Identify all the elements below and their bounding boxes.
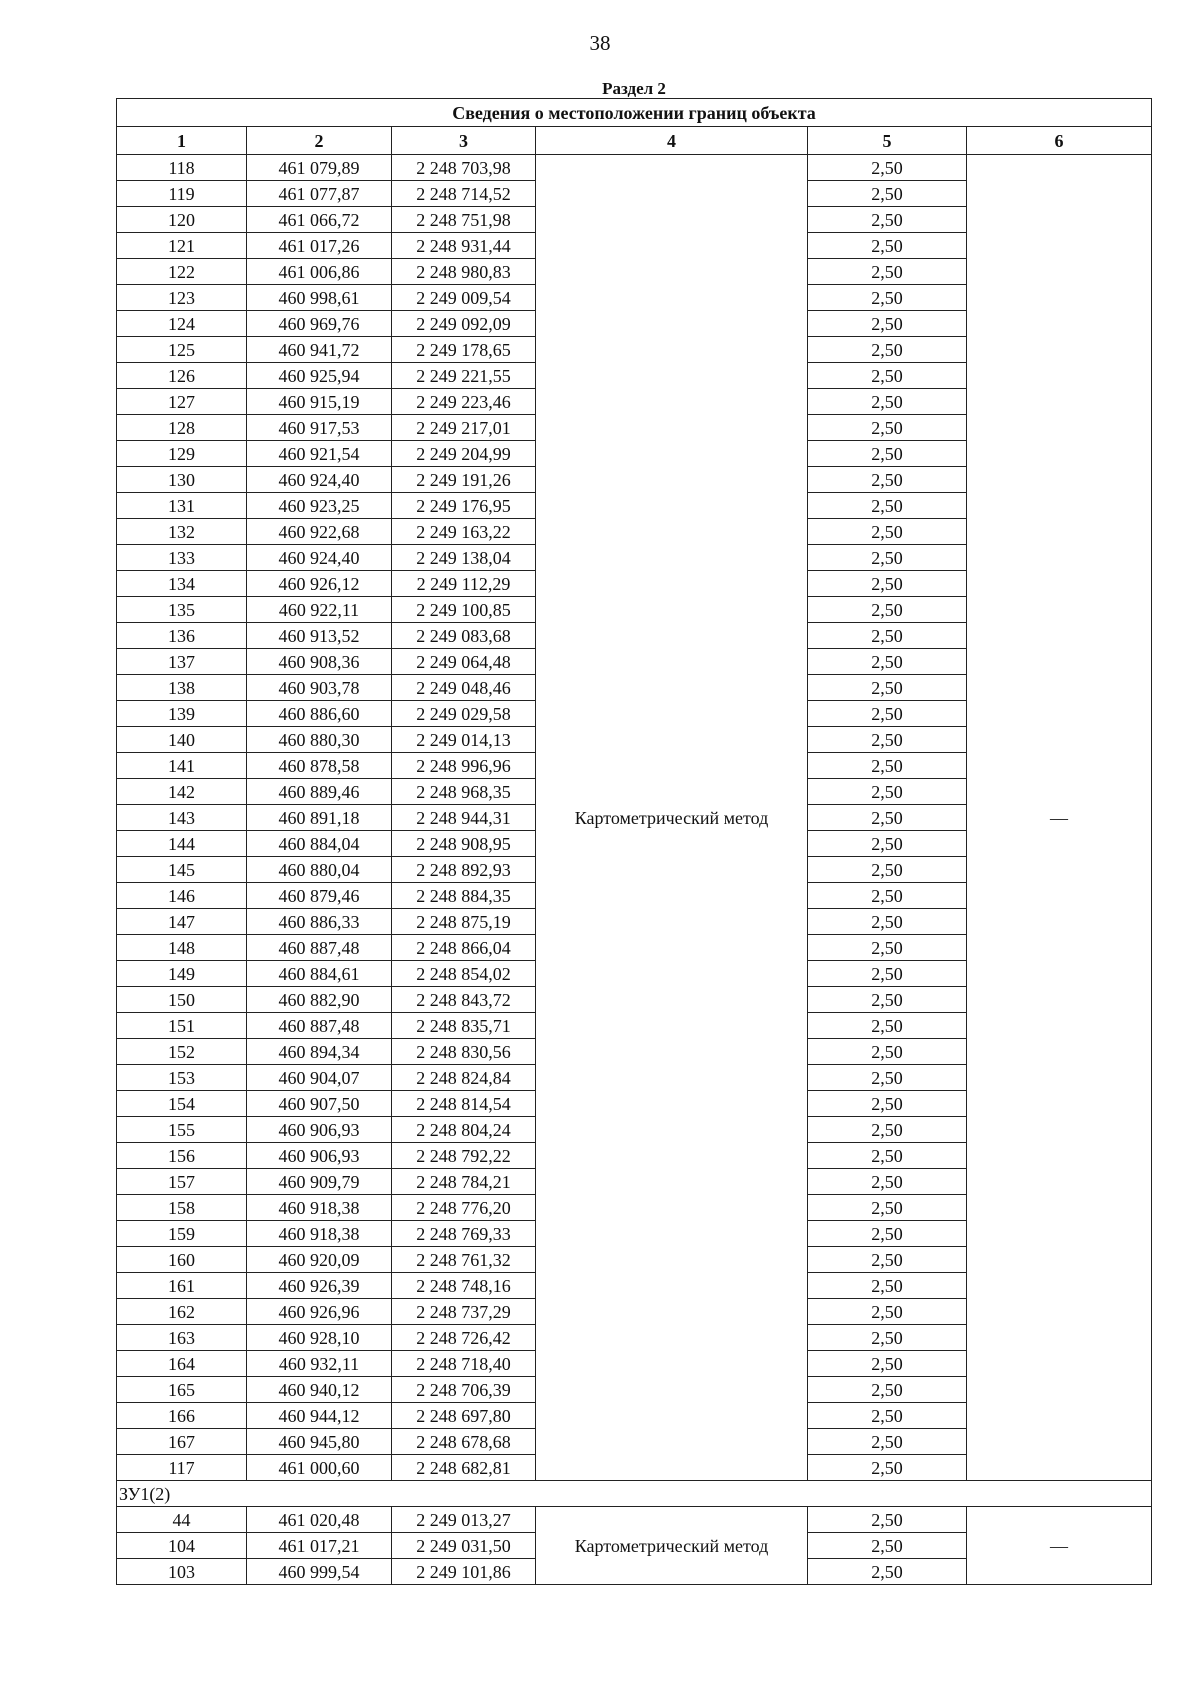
y-coordinate-cell: 2 248 875,19 <box>392 909 536 935</box>
point-number-cell: 149 <box>117 961 247 987</box>
accuracy-cell: 2,50 <box>808 1299 967 1325</box>
y-coordinate-cell: 2 248 737,29 <box>392 1299 536 1325</box>
point-number-cell: 151 <box>117 1013 247 1039</box>
point-number-cell: 44 <box>117 1507 247 1533</box>
y-coordinate-cell: 2 249 013,27 <box>392 1507 536 1533</box>
point-number-cell: 130 <box>117 467 247 493</box>
accuracy-cell: 2,50 <box>808 1325 967 1351</box>
x-coordinate-cell: 460 925,94 <box>247 363 392 389</box>
y-coordinate-cell: 2 248 682,81 <box>392 1455 536 1481</box>
y-coordinate-cell: 2 248 908,95 <box>392 831 536 857</box>
point-number-cell: 167 <box>117 1429 247 1455</box>
x-coordinate-cell: 460 884,04 <box>247 831 392 857</box>
y-coordinate-cell: 2 249 163,22 <box>392 519 536 545</box>
point-number-cell: 163 <box>117 1325 247 1351</box>
point-number-cell: 123 <box>117 285 247 311</box>
point-number-cell: 160 <box>117 1247 247 1273</box>
x-coordinate-cell: 460 926,39 <box>247 1273 392 1299</box>
point-number-cell: 134 <box>117 571 247 597</box>
point-number-cell: 145 <box>117 857 247 883</box>
y-coordinate-cell: 2 248 726,42 <box>392 1325 536 1351</box>
point-number-cell: 103 <box>117 1559 247 1585</box>
accuracy-cell: 2,50 <box>808 1247 967 1273</box>
accuracy-cell: 2,50 <box>808 493 967 519</box>
y-coordinate-cell: 2 249 112,29 <box>392 571 536 597</box>
y-coordinate-cell: 2 249 178,65 <box>392 337 536 363</box>
accuracy-cell: 2,50 <box>808 1507 967 1533</box>
column-header: 1 <box>117 127 247 155</box>
x-coordinate-cell: 460 924,40 <box>247 467 392 493</box>
point-number-cell: 122 <box>117 259 247 285</box>
section-title-row <box>117 79 1152 99</box>
x-coordinate-cell: 460 887,48 <box>247 935 392 961</box>
accuracy-cell: 2,50 <box>808 1429 967 1455</box>
point-number-cell: 125 <box>117 337 247 363</box>
y-coordinate-cell: 2 249 031,50 <box>392 1533 536 1559</box>
accuracy-cell: 2,50 <box>808 337 967 363</box>
accuracy-cell: 2,50 <box>808 961 967 987</box>
y-coordinate-cell: 2 248 830,56 <box>392 1039 536 1065</box>
y-coordinate-cell: 2 249 191,26 <box>392 467 536 493</box>
accuracy-cell: 2,50 <box>808 1559 967 1585</box>
point-number-cell: 135 <box>117 597 247 623</box>
table-row <box>117 155 1152 181</box>
x-coordinate-cell: 460 923,25 <box>247 493 392 519</box>
x-coordinate-cell: 460 882,90 <box>247 987 392 1013</box>
accuracy-cell: 2,50 <box>808 1377 967 1403</box>
table-title: Сведения о местоположении границ объекта <box>117 99 1152 127</box>
point-number-cell: 133 <box>117 545 247 571</box>
column-header: 5 <box>808 127 967 155</box>
accuracy-cell: 2,50 <box>808 909 967 935</box>
accuracy-cell: 2,50 <box>808 779 967 805</box>
point-number-cell: 131 <box>117 493 247 519</box>
y-coordinate-cell: 2 248 931,44 <box>392 233 536 259</box>
accuracy-cell: 2,50 <box>808 1221 967 1247</box>
x-coordinate-cell: 461 079,89 <box>247 155 392 181</box>
x-coordinate-cell: 460 940,12 <box>247 1377 392 1403</box>
y-coordinate-cell: 2 249 176,95 <box>392 493 536 519</box>
x-coordinate-cell: 460 903,78 <box>247 675 392 701</box>
accuracy-cell: 2,50 <box>808 1273 967 1299</box>
y-coordinate-cell: 2 248 854,02 <box>392 961 536 987</box>
y-coordinate-cell: 2 248 804,24 <box>392 1117 536 1143</box>
x-coordinate-cell: 460 879,46 <box>247 883 392 909</box>
x-coordinate-cell: 460 908,36 <box>247 649 392 675</box>
point-number-cell: 166 <box>117 1403 247 1429</box>
column-header-row <box>117 127 1152 155</box>
x-coordinate-cell: 460 921,54 <box>247 441 392 467</box>
point-number-cell: 152 <box>117 1039 247 1065</box>
x-coordinate-cell: 460 918,38 <box>247 1221 392 1247</box>
y-coordinate-cell: 2 249 092,09 <box>392 311 536 337</box>
accuracy-cell: 2,50 <box>808 623 967 649</box>
x-coordinate-cell: 460 906,93 <box>247 1117 392 1143</box>
point-number-cell: 156 <box>117 1143 247 1169</box>
y-coordinate-cell: 2 248 814,54 <box>392 1091 536 1117</box>
y-coordinate-cell: 2 248 706,39 <box>392 1377 536 1403</box>
x-coordinate-cell: 460 894,34 <box>247 1039 392 1065</box>
point-number-cell: 126 <box>117 363 247 389</box>
y-coordinate-cell: 2 248 784,21 <box>392 1169 536 1195</box>
point-number-cell: 118 <box>117 155 247 181</box>
accuracy-cell: 2,50 <box>808 883 967 909</box>
x-coordinate-cell: 460 889,46 <box>247 779 392 805</box>
y-coordinate-cell: 2 248 824,84 <box>392 1065 536 1091</box>
accuracy-cell: 2,50 <box>808 415 967 441</box>
x-coordinate-cell: 460 920,09 <box>247 1247 392 1273</box>
point-number-cell: 139 <box>117 701 247 727</box>
accuracy-cell: 2,50 <box>808 675 967 701</box>
accuracy-cell: 2,50 <box>808 285 967 311</box>
point-number-cell: 141 <box>117 753 247 779</box>
y-coordinate-cell: 2 248 980,83 <box>392 259 536 285</box>
accuracy-cell: 2,50 <box>808 233 967 259</box>
x-coordinate-cell: 461 000,60 <box>247 1455 392 1481</box>
y-coordinate-cell: 2 248 843,72 <box>392 987 536 1013</box>
column-header: 2 <box>247 127 392 155</box>
point-number-cell: 148 <box>117 935 247 961</box>
x-coordinate-cell: 460 884,61 <box>247 961 392 987</box>
point-number-cell: 147 <box>117 909 247 935</box>
accuracy-cell: 2,50 <box>808 363 967 389</box>
accuracy-cell: 2,50 <box>808 1143 967 1169</box>
accuracy-cell: 2,50 <box>808 1013 967 1039</box>
accuracy-cell: 2,50 <box>808 1169 967 1195</box>
point-number-cell: 158 <box>117 1195 247 1221</box>
y-coordinate-cell: 2 249 048,46 <box>392 675 536 701</box>
x-coordinate-cell: 460 928,10 <box>247 1325 392 1351</box>
y-coordinate-cell: 2 248 769,33 <box>392 1221 536 1247</box>
table-title-row <box>117 99 1152 127</box>
x-coordinate-cell: 460 906,93 <box>247 1143 392 1169</box>
y-coordinate-cell: 2 248 792,22 <box>392 1143 536 1169</box>
point-number-cell: 154 <box>117 1091 247 1117</box>
x-coordinate-cell: 461 077,87 <box>247 181 392 207</box>
y-coordinate-cell: 2 248 968,35 <box>392 779 536 805</box>
point-number-cell: 104 <box>117 1533 247 1559</box>
x-coordinate-cell: 460 945,80 <box>247 1429 392 1455</box>
y-coordinate-cell: 2 248 892,93 <box>392 857 536 883</box>
accuracy-cell: 2,50 <box>808 1351 967 1377</box>
point-number-cell: 129 <box>117 441 247 467</box>
x-coordinate-cell: 460 915,19 <box>247 389 392 415</box>
boundary-table <box>116 79 1152 1585</box>
y-coordinate-cell: 2 249 083,68 <box>392 623 536 649</box>
accuracy-cell: 2,50 <box>808 1039 967 1065</box>
point-number-cell: 159 <box>117 1221 247 1247</box>
point-number-cell: 128 <box>117 415 247 441</box>
y-coordinate-cell: 2 248 761,32 <box>392 1247 536 1273</box>
accuracy-cell: 2,50 <box>808 1091 967 1117</box>
accuracy-cell: 2,50 <box>808 259 967 285</box>
accuracy-cell: 2,50 <box>808 987 967 1013</box>
section-title: Раздел 2 <box>602 79 666 98</box>
group-label: ЗУ1(2) <box>117 1481 1152 1507</box>
x-coordinate-cell: 460 918,38 <box>247 1195 392 1221</box>
y-coordinate-cell: 2 249 029,58 <box>392 701 536 727</box>
y-coordinate-cell: 2 248 996,96 <box>392 753 536 779</box>
x-coordinate-cell: 460 880,30 <box>247 727 392 753</box>
accuracy-cell: 2,50 <box>808 831 967 857</box>
accuracy-cell: 2,50 <box>808 1403 967 1429</box>
point-number-cell: 153 <box>117 1065 247 1091</box>
accuracy-cell: 2,50 <box>808 1455 967 1481</box>
point-number-cell: 143 <box>117 805 247 831</box>
page-number: 38 <box>589 31 611 55</box>
x-coordinate-cell: 461 017,26 <box>247 233 392 259</box>
column-header: 3 <box>392 127 536 155</box>
point-number-cell: 119 <box>117 181 247 207</box>
x-coordinate-cell: 460 926,96 <box>247 1299 392 1325</box>
y-coordinate-cell: 2 249 223,46 <box>392 389 536 415</box>
point-number-cell: 144 <box>117 831 247 857</box>
group-label-row <box>117 1481 1152 1507</box>
accuracy-cell: 2,50 <box>808 753 967 779</box>
point-number-cell: 164 <box>117 1351 247 1377</box>
y-coordinate-cell: 2 248 776,20 <box>392 1195 536 1221</box>
accuracy-cell: 2,50 <box>808 311 967 337</box>
point-number-cell: 132 <box>117 519 247 545</box>
note-cell: — <box>967 1507 1152 1585</box>
x-coordinate-cell: 460 904,07 <box>247 1065 392 1091</box>
y-coordinate-cell: 2 249 204,99 <box>392 441 536 467</box>
accuracy-cell: 2,50 <box>808 389 967 415</box>
x-coordinate-cell: 460 917,53 <box>247 415 392 441</box>
point-number-cell: 140 <box>117 727 247 753</box>
accuracy-cell: 2,50 <box>808 1065 967 1091</box>
x-coordinate-cell: 460 944,12 <box>247 1403 392 1429</box>
point-number-cell: 146 <box>117 883 247 909</box>
point-number-cell: 121 <box>117 233 247 259</box>
x-coordinate-cell: 460 969,76 <box>247 311 392 337</box>
x-coordinate-cell: 461 006,86 <box>247 259 392 285</box>
x-coordinate-cell: 460 924,40 <box>247 545 392 571</box>
y-coordinate-cell: 2 249 100,85 <box>392 597 536 623</box>
point-number-cell: 136 <box>117 623 247 649</box>
accuracy-cell: 2,50 <box>808 207 967 233</box>
accuracy-cell: 2,50 <box>808 545 967 571</box>
x-coordinate-cell: 461 020,48 <box>247 1507 392 1533</box>
point-number-cell: 155 <box>117 1117 247 1143</box>
accuracy-cell: 2,50 <box>808 727 967 753</box>
column-header: 6 <box>967 127 1152 155</box>
x-coordinate-cell: 460 886,60 <box>247 701 392 727</box>
accuracy-cell: 2,50 <box>808 155 967 181</box>
x-coordinate-cell: 460 922,11 <box>247 597 392 623</box>
column-header: 4 <box>536 127 808 155</box>
accuracy-cell: 2,50 <box>808 519 967 545</box>
point-number-cell: 150 <box>117 987 247 1013</box>
y-coordinate-cell: 2 249 064,48 <box>392 649 536 675</box>
y-coordinate-cell: 2 248 697,80 <box>392 1403 536 1429</box>
y-coordinate-cell: 2 248 718,40 <box>392 1351 536 1377</box>
accuracy-cell: 2,50 <box>808 805 967 831</box>
accuracy-cell: 2,50 <box>808 1117 967 1143</box>
accuracy-cell: 2,50 <box>808 181 967 207</box>
y-coordinate-cell: 2 249 009,54 <box>392 285 536 311</box>
y-coordinate-cell: 2 249 014,13 <box>392 727 536 753</box>
x-coordinate-cell: 460 909,79 <box>247 1169 392 1195</box>
x-coordinate-cell: 460 907,50 <box>247 1091 392 1117</box>
x-coordinate-cell: 460 887,48 <box>247 1013 392 1039</box>
accuracy-cell: 2,50 <box>808 467 967 493</box>
accuracy-cell: 2,50 <box>808 571 967 597</box>
x-coordinate-cell: 460 941,72 <box>247 337 392 363</box>
point-number-cell: 127 <box>117 389 247 415</box>
x-coordinate-cell: 460 913,52 <box>247 623 392 649</box>
y-coordinate-cell: 2 248 884,35 <box>392 883 536 909</box>
y-coordinate-cell: 2 248 835,71 <box>392 1013 536 1039</box>
x-coordinate-cell: 460 891,18 <box>247 805 392 831</box>
point-number-cell: 165 <box>117 1377 247 1403</box>
y-coordinate-cell: 2 248 944,31 <box>392 805 536 831</box>
point-number-cell: 137 <box>117 649 247 675</box>
point-number-cell: 138 <box>117 675 247 701</box>
x-coordinate-cell: 460 922,68 <box>247 519 392 545</box>
point-number-cell: 161 <box>117 1273 247 1299</box>
method-cell: Картометрический метод <box>536 155 808 1481</box>
y-coordinate-cell: 2 248 748,16 <box>392 1273 536 1299</box>
point-number-cell: 124 <box>117 311 247 337</box>
x-coordinate-cell: 461 066,72 <box>247 207 392 233</box>
accuracy-cell: 2,50 <box>808 1195 967 1221</box>
x-coordinate-cell: 460 932,11 <box>247 1351 392 1377</box>
y-coordinate-cell: 2 249 221,55 <box>392 363 536 389</box>
x-coordinate-cell: 461 017,21 <box>247 1533 392 1559</box>
x-coordinate-cell: 460 998,61 <box>247 285 392 311</box>
table-row <box>117 1507 1152 1533</box>
accuracy-cell: 2,50 <box>808 1533 967 1559</box>
point-number-cell: 120 <box>117 207 247 233</box>
y-coordinate-cell: 2 248 703,98 <box>392 155 536 181</box>
note-cell: — <box>967 155 1152 1481</box>
y-coordinate-cell: 2 248 678,68 <box>392 1429 536 1455</box>
point-number-cell: 157 <box>117 1169 247 1195</box>
accuracy-cell: 2,50 <box>808 701 967 727</box>
point-number-cell: 117 <box>117 1455 247 1481</box>
y-coordinate-cell: 2 248 714,52 <box>392 181 536 207</box>
y-coordinate-cell: 2 249 217,01 <box>392 415 536 441</box>
x-coordinate-cell: 460 878,58 <box>247 753 392 779</box>
method-cell: Картометрический метод <box>536 1507 808 1585</box>
x-coordinate-cell: 460 880,04 <box>247 857 392 883</box>
point-number-cell: 142 <box>117 779 247 805</box>
x-coordinate-cell: 460 999,54 <box>247 1559 392 1585</box>
y-coordinate-cell: 2 248 866,04 <box>392 935 536 961</box>
accuracy-cell: 2,50 <box>808 857 967 883</box>
y-coordinate-cell: 2 249 138,04 <box>392 545 536 571</box>
x-coordinate-cell: 460 886,33 <box>247 909 392 935</box>
point-number-cell: 162 <box>117 1299 247 1325</box>
accuracy-cell: 2,50 <box>808 935 967 961</box>
y-coordinate-cell: 2 248 751,98 <box>392 207 536 233</box>
x-coordinate-cell: 460 926,12 <box>247 571 392 597</box>
accuracy-cell: 2,50 <box>808 597 967 623</box>
y-coordinate-cell: 2 249 101,86 <box>392 1559 536 1585</box>
accuracy-cell: 2,50 <box>808 441 967 467</box>
accuracy-cell: 2,50 <box>808 649 967 675</box>
